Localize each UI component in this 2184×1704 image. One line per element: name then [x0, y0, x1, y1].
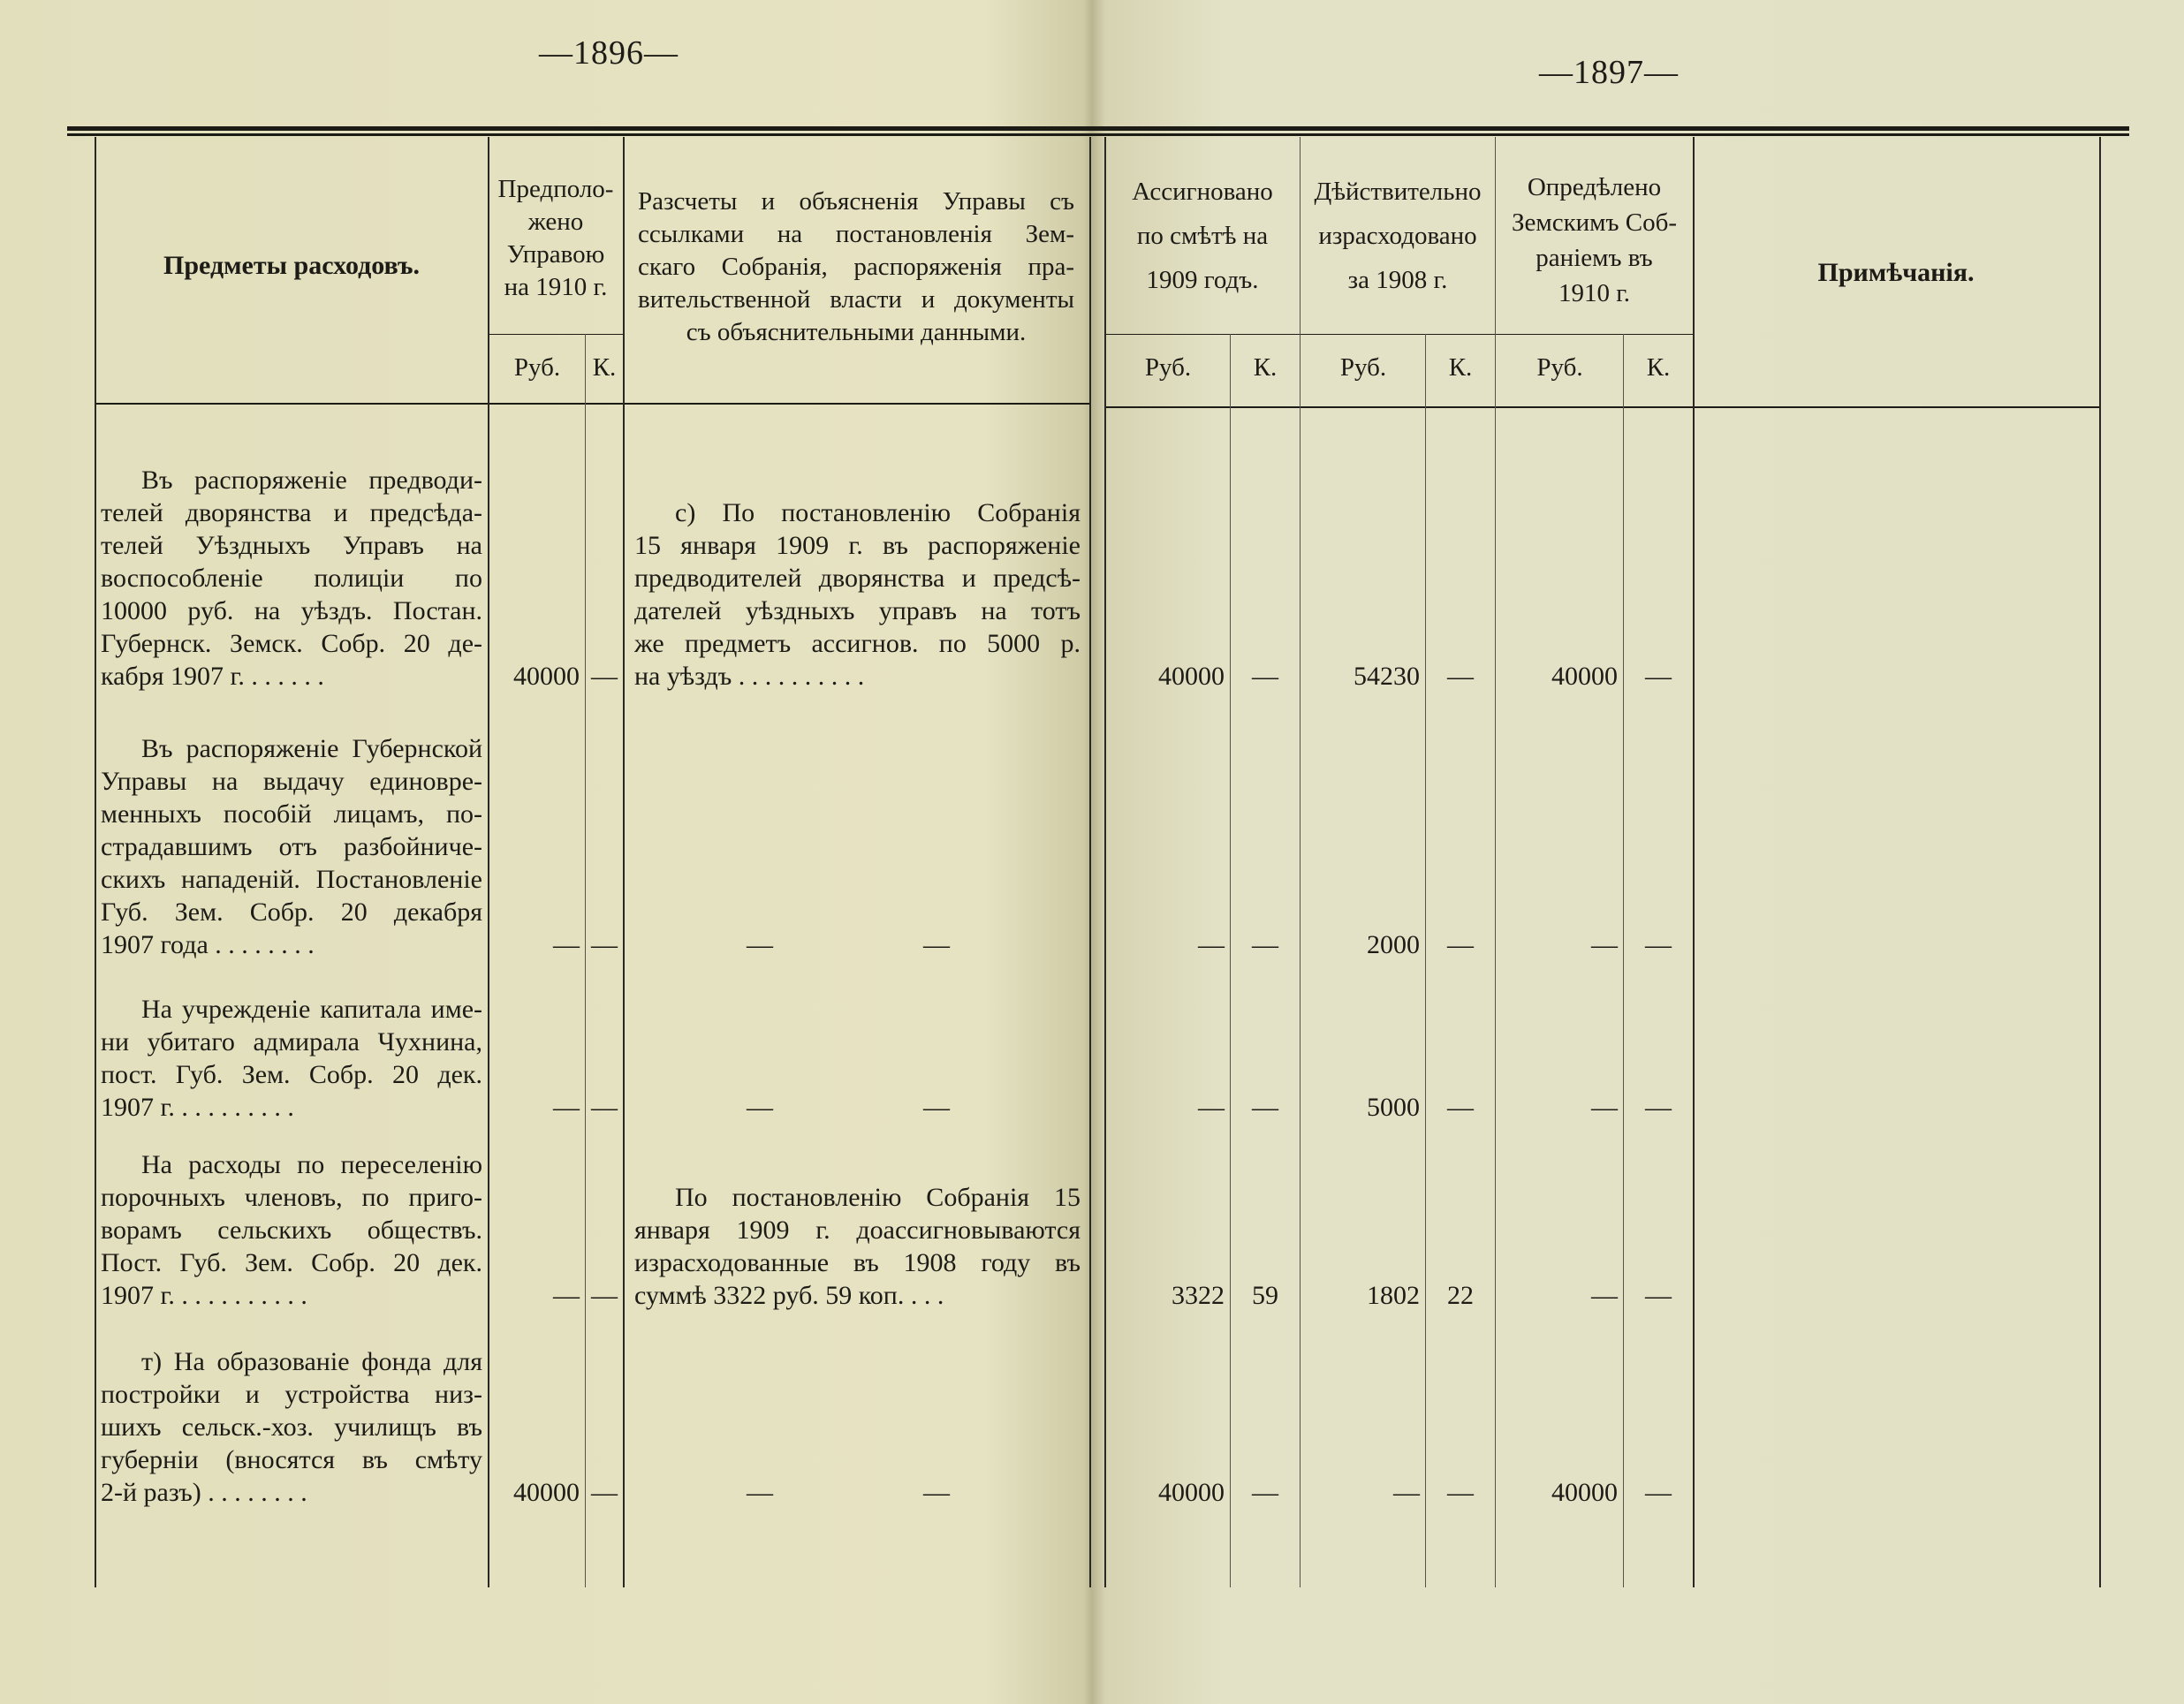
spent-kop-value: —	[1447, 662, 1474, 691]
header-line: ссылками на постановленія Зем-	[638, 220, 1074, 248]
proposed-kop	[586, 464, 623, 693]
determined-kop-value: —	[1645, 930, 1672, 959]
explanation-dash	[883, 732, 990, 961]
explanation-dash-value: —	[923, 1093, 950, 1122]
explanation-line: 15 января 1909 г. въ распоряженіе	[634, 531, 1081, 560]
proposed-kop-value: —	[591, 1093, 618, 1122]
proposed-rub	[489, 1345, 585, 1509]
assigned-kop-value: —	[1252, 1478, 1278, 1507]
spent-kop	[1426, 464, 1495, 693]
spent-rub-value: 2000	[1367, 930, 1420, 959]
header-line: Управою	[506, 240, 605, 269]
item-line: постройки и устройства низ-	[101, 1380, 482, 1409]
assigned-kop-value: 59	[1252, 1281, 1278, 1310]
item-line: Губернск. Земск. Собр. 20 де-	[101, 629, 482, 658]
item-line: воспособленіе полиціи по	[101, 564, 482, 593]
explanation	[634, 1148, 1081, 1312]
determined-kop-value: —	[1645, 1093, 1672, 1122]
item-line: пост. Губ. Зем. Собр. 20 дек.	[101, 1060, 482, 1089]
header-determined	[1497, 170, 1692, 311]
assigned-rub-value: 40000	[1158, 662, 1225, 691]
spent-rub-value: 54230	[1354, 662, 1420, 691]
item-line: Пост. Губ. Зем. Собр. 20 дек.	[101, 1248, 482, 1277]
header-bottom-rule-left	[95, 403, 1089, 405]
assigned-rub	[1106, 464, 1230, 693]
proposed-kop	[586, 1345, 623, 1509]
item-line: ни убитаго адмирала Чухнина,	[101, 1027, 482, 1056]
page-number-left: —1896—	[539, 34, 679, 72]
proposed-kop-value: —	[591, 662, 618, 691]
item-line: 1907 года . . . . . . . .	[101, 930, 315, 959]
header-spent	[1301, 170, 1494, 302]
determined-kop	[1624, 732, 1693, 961]
item-line: шихъ сельск.-хоз. училищъ въ	[101, 1412, 482, 1442]
proposed-rub-value: 40000	[513, 1478, 580, 1507]
explanation-dash	[883, 993, 990, 1124]
item-line: телей Уѣздныхъ Управъ на	[101, 531, 482, 560]
explanation-line: предводителей дворянства и предсѣ-	[634, 564, 1081, 593]
header-line: Разсчеты и объясненія Управы съ	[638, 187, 1074, 216]
item-description	[101, 1345, 482, 1509]
proposed-kop-value: —	[591, 930, 618, 959]
header-line: Земскимъ Соб-	[1511, 208, 1678, 237]
proposed-kop-value: —	[591, 1281, 618, 1310]
header-rub: Руб.	[1536, 353, 1583, 382]
assigned-rub-value: 40000	[1158, 1478, 1225, 1507]
header-rub: Руб.	[1144, 353, 1192, 382]
item-description	[101, 993, 482, 1124]
explanation-line: израсходованные въ 1908 году въ	[634, 1248, 1081, 1277]
assigned-rub-value: —	[1198, 1093, 1225, 1122]
assigned-rub	[1106, 993, 1230, 1124]
spent-rub	[1301, 1148, 1425, 1312]
header-kop: К.	[1253, 353, 1278, 382]
item-line: Губ. Зем. Собр. 20 декабря	[101, 897, 482, 927]
table-row	[0, 464, 2184, 693]
assigned-rub-value: —	[1198, 930, 1225, 959]
determined-rub-value: —	[1591, 1093, 1618, 1122]
spent-rub-value: 5000	[1367, 1093, 1420, 1122]
explanation-dash	[707, 732, 813, 961]
determined-rub-value: 40000	[1551, 1478, 1618, 1507]
determined-kop	[1624, 1148, 1693, 1312]
determined-kop-value: —	[1645, 1281, 1672, 1310]
header-line: Опредѣлено	[1527, 173, 1662, 201]
explanation-line: суммѣ 3322 руб. 59 коп. . . .	[634, 1281, 944, 1310]
top-rule-thin	[67, 133, 2129, 136]
item-line: ворамъ сельскихъ обществъ.	[101, 1216, 482, 1245]
explanation-dash-value: —	[747, 1478, 773, 1507]
header-assigned	[1106, 170, 1299, 302]
header-line: израсходовано	[1318, 222, 1477, 250]
header-line: по смѣтѣ на	[1136, 222, 1269, 250]
determined-rub	[1497, 464, 1623, 693]
spent-rub	[1301, 1345, 1425, 1509]
header-explanations	[638, 186, 1074, 349]
determined-kop	[1624, 1345, 1693, 1509]
proposed-rub-value: 40000	[513, 662, 580, 691]
explanation-dash-value: —	[747, 1093, 773, 1122]
table-row	[0, 732, 2184, 961]
determined-kop	[1624, 464, 1693, 693]
table-row	[0, 1148, 2184, 1312]
header-kop: К.	[592, 353, 617, 382]
determined-kop-value: —	[1645, 1478, 1672, 1507]
header-line: на 1910 г.	[504, 273, 608, 301]
assigned-kop	[1231, 464, 1300, 693]
assigned-kop	[1231, 993, 1300, 1124]
item-line: 2-й разъ) . . . . . . . .	[101, 1478, 307, 1507]
header-rub: Руб.	[513, 353, 561, 382]
determined-rub	[1497, 993, 1623, 1124]
item-description	[101, 464, 482, 693]
determined-rub-value: —	[1591, 930, 1618, 959]
explanation-dash	[883, 1345, 990, 1509]
item-line: На расходы по переселенію	[141, 1150, 482, 1179]
assigned-rub	[1106, 1148, 1230, 1312]
item-description	[101, 1148, 482, 1312]
proposed-rub-value: —	[553, 1281, 580, 1310]
explanation-dash	[707, 1345, 813, 1509]
proposed-kop	[586, 1148, 623, 1312]
header-rub: Руб.	[1339, 353, 1387, 382]
table-row	[0, 1345, 2184, 1509]
assigned-rub	[1106, 1345, 1230, 1509]
spent-rub	[1301, 993, 1425, 1124]
spent-rub-value: —	[1393, 1478, 1420, 1507]
item-line: 10000 руб. на уѣздъ. Постан.	[101, 596, 482, 625]
assigned-kop-value: —	[1252, 1093, 1278, 1122]
header-line: Дѣйствительно	[1314, 178, 1482, 206]
explanation-line: По постановленію Собранія 15	[675, 1183, 1081, 1212]
determined-rub	[1497, 1148, 1623, 1312]
explanation-line: января 1909 г. доассигновываются	[634, 1216, 1081, 1245]
proposed-rub	[489, 1148, 585, 1312]
proposed-rub	[489, 732, 585, 961]
header-line: 1910 г.	[1558, 279, 1631, 307]
proposed-kop	[586, 993, 623, 1124]
header-bottom-rule-right	[1104, 406, 2099, 408]
subheader-rule	[488, 334, 623, 335]
header-kop: К.	[1448, 353, 1473, 382]
header-line: съ объяснительными данными.	[686, 318, 1027, 346]
spent-kop-value: 22	[1447, 1281, 1474, 1310]
assigned-kop	[1231, 1345, 1300, 1509]
determined-rub	[1497, 1345, 1623, 1509]
explanation-line: же предметъ ассигнов. по 5000 р.	[634, 629, 1081, 658]
header-line: жено	[527, 208, 584, 236]
spent-kop	[1426, 993, 1495, 1124]
explanation	[634, 464, 1081, 693]
spent-kop	[1426, 1148, 1495, 1312]
header-line: раніемъ въ	[1536, 244, 1653, 272]
assigned-kop	[1231, 1148, 1300, 1312]
header-line: вительственной власти и документы	[638, 285, 1074, 314]
top-rule	[67, 126, 2129, 131]
assigned-kop-value: —	[1252, 662, 1278, 691]
spent-kop-value: —	[1447, 930, 1474, 959]
item-line: 1907 г. . . . . . . . . .	[101, 1093, 294, 1122]
explanation-dash-value: —	[747, 930, 773, 959]
determined-rub-value: —	[1591, 1281, 1618, 1310]
item-line: кабря 1907 г. . . . . . .	[101, 662, 324, 691]
explanation-line: с) По постановленію Собранія	[675, 498, 1081, 527]
explanation-line: на уѣздъ . . . . . . . . . .	[634, 662, 865, 691]
explanation-dash	[707, 993, 813, 1124]
table-row	[0, 993, 2184, 1124]
header-kop: К.	[1646, 353, 1671, 382]
item-description	[101, 732, 482, 961]
proposed-kop	[586, 732, 623, 961]
item-line: На учрежденіе капитала име-	[141, 995, 482, 1024]
spent-kop-value: —	[1447, 1093, 1474, 1122]
header-line: скаго Собранія, распоряженія пра-	[638, 253, 1074, 281]
item-line: менныхъ пособій лицамъ, по-	[101, 799, 482, 829]
header-items: Предметы расходовъ.	[163, 251, 420, 280]
spent-kop	[1426, 1345, 1495, 1509]
header-line: Предполо-	[497, 175, 614, 203]
header-proposed	[489, 173, 622, 304]
item-line: 1907 г. . . . . . . . . . .	[101, 1281, 307, 1310]
proposed-rub	[489, 464, 585, 693]
page-number-right: —1897—	[1539, 54, 1679, 91]
proposed-kop-value: —	[591, 1478, 618, 1507]
explanation-dash-value: —	[923, 1478, 950, 1507]
determined-kop	[1624, 993, 1693, 1124]
spent-rub-value: 1802	[1367, 1281, 1420, 1310]
header-line: за 1908 г.	[1347, 266, 1448, 294]
assigned-rub	[1106, 732, 1230, 961]
assigned-kop-value: —	[1252, 930, 1278, 959]
spent-rub	[1301, 732, 1425, 961]
item-line: Въ распоряженіе Губернской	[141, 734, 482, 763]
explanation-line: дателей уѣздныхъ управъ на тотъ	[634, 596, 1081, 625]
determined-rub	[1497, 732, 1623, 961]
item-line: порочныхъ членовъ, по приго-	[101, 1183, 482, 1212]
item-line: Въ распоряженіе предводи-	[141, 466, 482, 495]
spent-kop-value: —	[1447, 1478, 1474, 1507]
determined-kop-value: —	[1645, 662, 1672, 691]
item-line: Управы на выдачу единовре-	[101, 767, 482, 796]
spent-rub	[1301, 464, 1425, 693]
spent-kop	[1426, 732, 1495, 961]
item-line: губерніи (вносятся въ смѣту	[101, 1445, 482, 1474]
proposed-rub	[489, 993, 585, 1124]
header-line: Ассигновано	[1132, 178, 1273, 206]
explanation-dash-value: —	[923, 930, 950, 959]
assigned-rub-value: 3322	[1172, 1281, 1225, 1310]
item-line: скихъ нападеній. Постановленіе	[101, 865, 482, 894]
header-line: 1909 годъ.	[1146, 266, 1259, 294]
proposed-rub-value: —	[553, 930, 580, 959]
subheader-rule-right	[1104, 334, 1693, 335]
item-line: т) На образованіе фонда для	[141, 1347, 482, 1376]
assigned-kop	[1231, 732, 1300, 961]
item-line: телей дворянства и предсѣда-	[101, 498, 482, 527]
item-line: страдавшимъ отъ разбойниче-	[101, 832, 482, 861]
proposed-rub-value: —	[553, 1093, 580, 1122]
header-notes: Примѣчанія.	[1817, 258, 1975, 287]
determined-rub-value: 40000	[1551, 662, 1618, 691]
